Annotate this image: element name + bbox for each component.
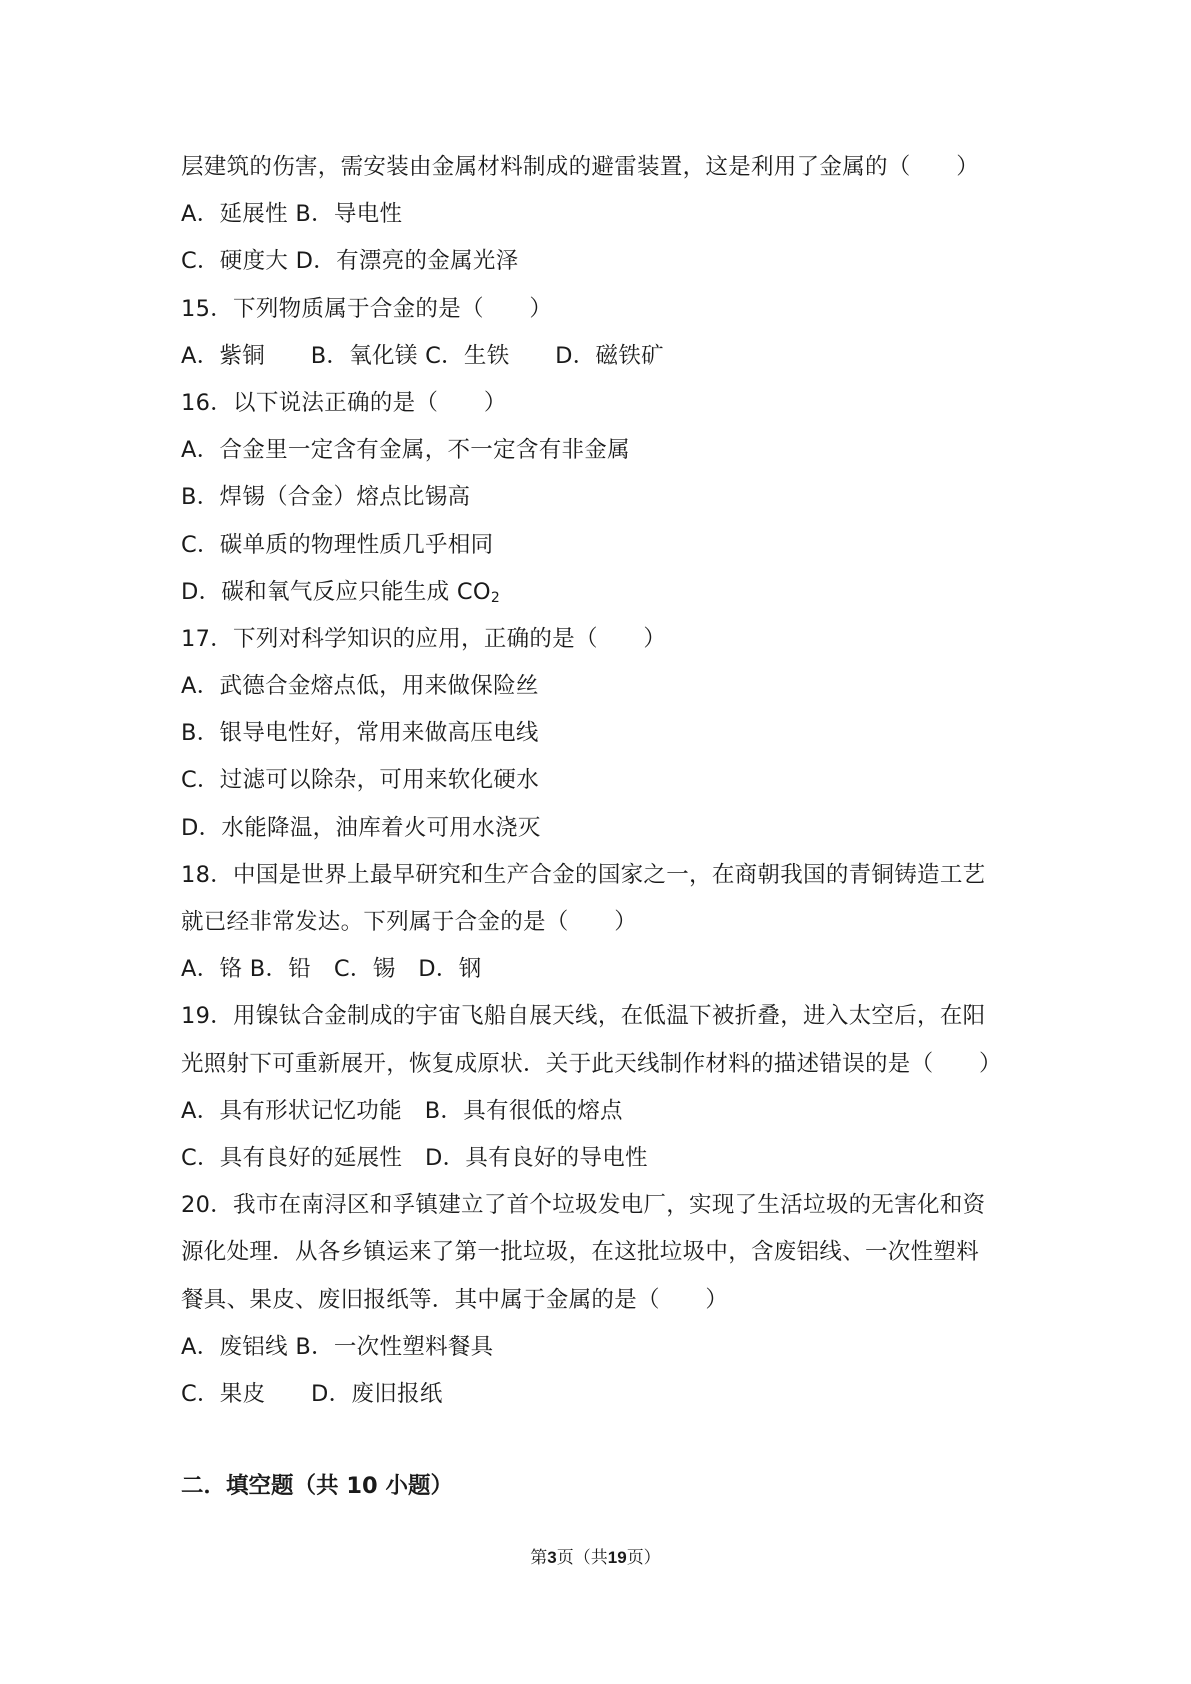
footer-suffix: 页） [626, 1548, 661, 1568]
text-line: 源化处理．从各乡镇运来了第一批垃圾，在这批垃圾中，含废铝线、一次性塑料 [181, 1239, 980, 1266]
option-line: A．延展性 B．导电性 [181, 201, 403, 228]
option-line: C．碳单质的物理性质几乎相同 [181, 531, 494, 558]
text-line: 层建筑的伤害，需安装由金属材料制成的避雷装置，这是利用了金属的（ ） [181, 154, 980, 180]
option-line-co2 [181, 569, 1021, 616]
option-line: A．合金里一定含有金属，不一定含有非金属 [181, 437, 630, 464]
footer-prefix: 第 [530, 1548, 548, 1568]
question-17: 17．下列对科学知识的应用，正确的是（ ） [181, 625, 667, 652]
option-line: A．武德合金熔点低，用来做保险丝 [181, 673, 539, 700]
question-20: 20．我市在南浔区和孚镇建立了首个垃圾发电厂，实现了生活垃圾的无害化和资 [181, 1192, 986, 1219]
option-line: B．银导电性好，常用来做高压电线 [181, 720, 539, 747]
question-18: 18．中国是世界上最早研究和生产合金的国家之一，在商朝我国的青铜铸造工艺 [181, 861, 986, 888]
question-16: 16．以下说法正确的是（ ） [181, 389, 507, 416]
option-line: D．水能降温，油库着火可用水浇灭 [181, 814, 541, 841]
question-19: 19．用镍钛合金制成的宇宙飞船自展天线，在低温下被折叠，进入太空后，在阳 [181, 1003, 986, 1030]
option-line: C．过滤可以除杂，可用来软化硬水 [181, 767, 540, 794]
section-heading: 二．填空题（共 10 小题） [181, 1473, 453, 1499]
page-footer [0, 1546, 1191, 1570]
option-line: B．焊锡（合金）熔点比锡高 [181, 484, 471, 511]
question-15: 15．下列物质属于合金的是（ ） [181, 295, 553, 322]
option-line: C．果皮 D．废旧报纸 [181, 1380, 443, 1407]
option-line: C．硬度大 D．有漂亮的金属光泽 [181, 248, 519, 275]
subscript: 2 [490, 589, 501, 606]
option-text: D．碳和氧气反应只能生成 CO [181, 578, 491, 605]
text-line: 就已经非常发达。下列属于合金的是（ ） [181, 909, 638, 935]
footer-total-pages: 19 [607, 1548, 627, 1567]
option-line: C．具有良好的延展性 D．具有良好的导电性 [181, 1144, 648, 1171]
footer-middle: 页（共 [556, 1548, 608, 1568]
option-line: A．铬 B．铅 C．锡 D．钢 [181, 956, 482, 983]
question-content [181, 144, 1021, 1418]
option-line: A．紫铜 B．氧化镁 C．生铁 D．磁铁矿 [181, 342, 664, 369]
option-line: A．具有形状记忆功能 B．具有很低的熔点 [181, 1097, 623, 1124]
option-line: A．废铝线 B．一次性塑料餐具 [181, 1333, 494, 1360]
text-line: 光照射下可重新展开，恢复成原状．关于此天线制作材料的描述错误的是（ ） [181, 1050, 1002, 1077]
text-line: 餐具、果皮、废旧报纸等．其中属于金属的是（ ） [181, 1286, 729, 1313]
footer-page-number: 3 [547, 1548, 557, 1567]
